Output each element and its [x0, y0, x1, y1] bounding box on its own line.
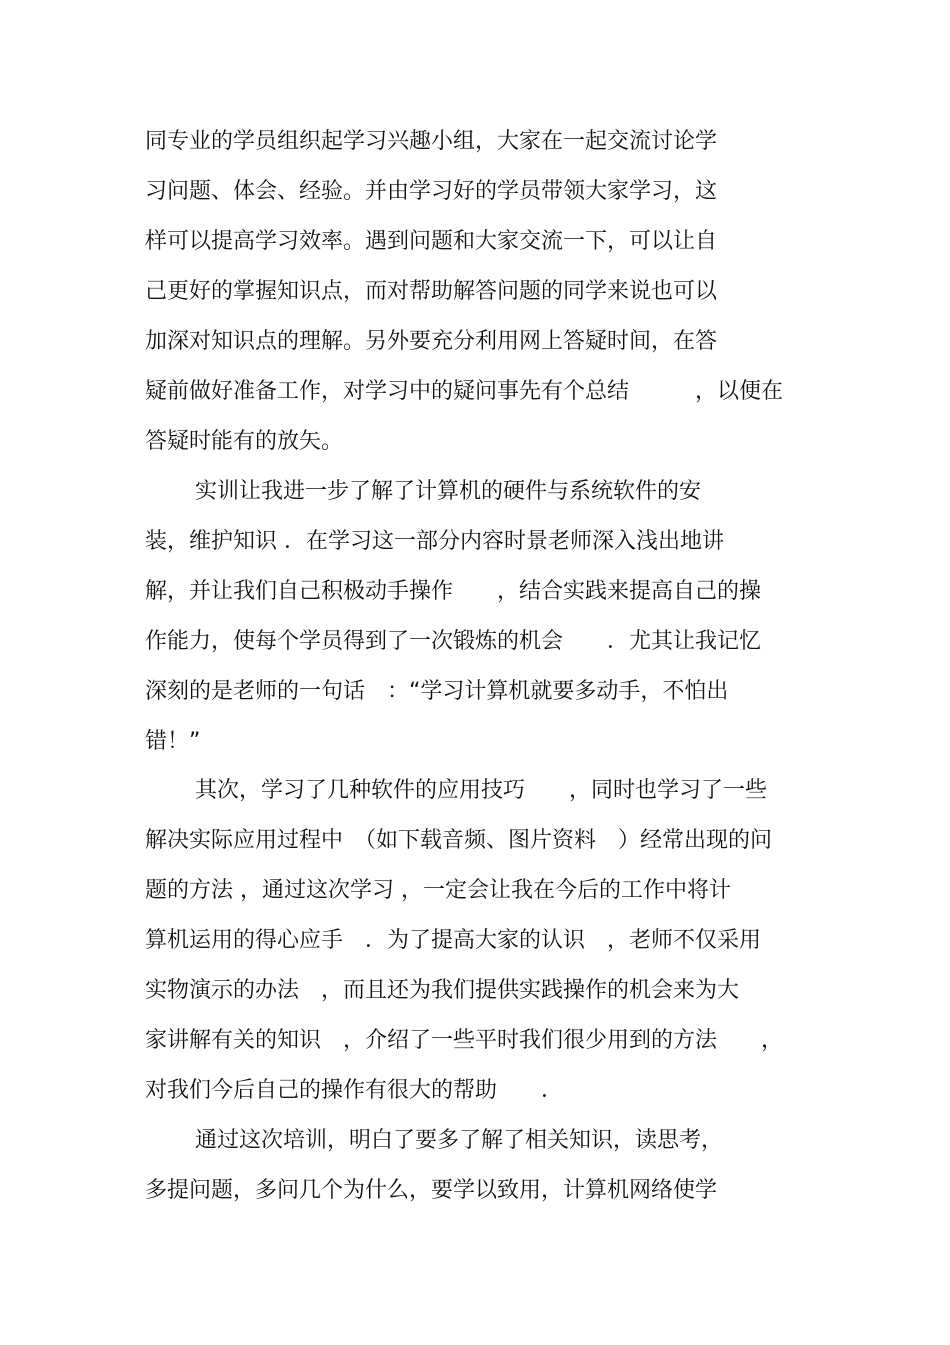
text-line: 加深对知识点的理解。另外要充分利用网上答疑时间，在答 [145, 329, 718, 354]
text-line: 深刻的是老师的一句话 ：“学习计算机就要多动手，不怕出 [145, 679, 729, 704]
text-line: 疑前做好准备工作，对学习中的疑问事先有个总结 ，以便在 [145, 379, 784, 404]
text-line: 对我们今后自己的操作有很大的帮助 ． [145, 1078, 564, 1103]
text-line: 错！” [145, 729, 201, 754]
paragraph-first-line: 通过这次培训，明白了要多了解了相关知识，读思考， [195, 1128, 724, 1153]
paragraph-first-line: 实训让我进一步了解了计算机的硬件与系统软件的安 [195, 479, 702, 504]
text-line: 解，并让我们自己积极动手操作 ，结合实践来提高自己的操 [145, 579, 762, 604]
text-line: 家讲解有关的知识 ，介绍了一些平时我们很少用到的方法 ， [145, 1028, 784, 1053]
text-line: 作能力，使每个学员得到了一次锻炼的机会 ．尤其让我记忆 [145, 629, 762, 654]
text-line: 己更好的掌握知识点，而对帮助解答问题的同学来说也可以 [145, 279, 718, 304]
text-line: 题的方法 ，通过这次学习 ，一定会让我在今后的工作中将计 [145, 878, 731, 903]
paragraph-first-line: 其次，学习了几种软件的应用技巧 ，同时也学习了一些 [195, 778, 768, 803]
text-line: 装，维护知识 ．在学习这一部分内容时景老师深入浅出地讲 [145, 529, 724, 554]
text-line: 算机运用的得心应手 ．为了提高大家的认识 ，老师不仅采用 [145, 928, 762, 953]
text-line: 解决实际应用过程中 （如下载音频、图片资料 ）经常出现的问 [145, 828, 773, 853]
text-line: 多提问题，多问几个为什么，要学以致用，计算机网络使学 [145, 1178, 718, 1203]
text-line: 实物演示的办法 ，而且还为我们提供实践操作的机会来为大 [145, 978, 740, 1003]
text-line: 样可以提高学习效率。遇到问题和大家交流一下，可以让自 [145, 229, 718, 254]
text-line: 习问题、体会、经验。并由学习好的学员带领大家学习，这 [145, 179, 718, 204]
text-line: 同专业的学员组织起学习兴趣小组，大家在一起交流讨论学 [145, 129, 718, 154]
text-line: 答疑时能有的放矢。 [145, 429, 344, 454]
